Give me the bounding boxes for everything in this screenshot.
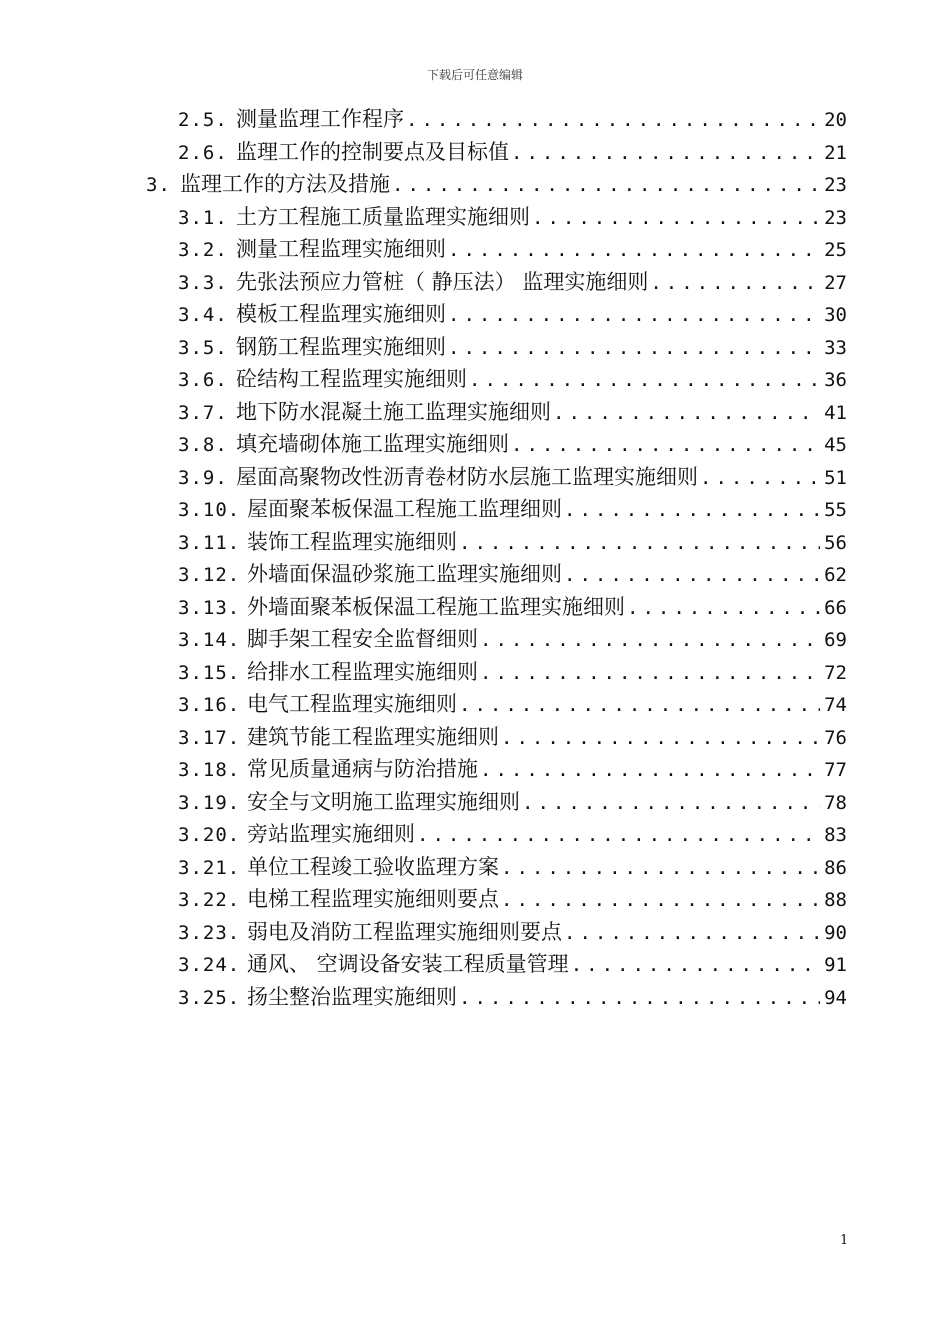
toc-entry-page: 51 bbox=[824, 466, 847, 489]
toc-entry-number: 3.12. bbox=[178, 564, 241, 586]
toc-entry[interactable] bbox=[178, 526, 847, 558]
toc-entry-title: 监理工作的控制要点及目标值 bbox=[236, 139, 509, 164]
toc-entry-number: 3.24. bbox=[178, 954, 241, 976]
toc-entry-title: 砼结构工程监理实施细则 bbox=[236, 367, 467, 391]
toc-entry-number: 3.10. bbox=[178, 499, 241, 521]
toc-dot-leader bbox=[417, 819, 820, 851]
toc-entry-number: 2.5. bbox=[178, 109, 228, 131]
toc-dot-leader bbox=[501, 722, 820, 754]
toc-entry[interactable] bbox=[178, 916, 847, 948]
toc-entry-page: 23 bbox=[824, 174, 847, 196]
toc-entry-number: 3.20. bbox=[178, 824, 241, 846]
toc-dot-leader bbox=[501, 852, 820, 884]
toc-entry-title: 建筑节能工程监理实施细则 bbox=[247, 724, 499, 749]
toc-entry[interactable] bbox=[178, 753, 847, 785]
toc-dot-leader bbox=[459, 689, 820, 721]
toc-entry-page: 66 bbox=[824, 596, 847, 619]
toc-dot-leader bbox=[406, 104, 820, 136]
toc-entry-page: 21 bbox=[824, 141, 847, 164]
toc-entry[interactable] bbox=[178, 981, 847, 1013]
toc-entry[interactable] bbox=[178, 103, 847, 135]
toc-entry-page: 90 bbox=[824, 921, 847, 944]
toc-entry-title: 模板工程监理实施细则 bbox=[236, 302, 446, 326]
toc-entry-page: 72 bbox=[824, 661, 847, 684]
toc-dot-leader bbox=[571, 949, 820, 981]
toc-dot-leader bbox=[392, 169, 820, 201]
toc-entry-page: 20 bbox=[824, 109, 847, 131]
toc-entry[interactable] bbox=[178, 266, 847, 298]
toc-entry-number: 3. bbox=[146, 174, 171, 196]
toc-entry-number: 3.21. bbox=[178, 856, 241, 879]
page-header: 下载后可任意编辑 bbox=[426, 68, 523, 82]
toc-dot-leader bbox=[511, 137, 820, 169]
toc-dot-leader bbox=[480, 624, 820, 656]
toc-entry[interactable] bbox=[178, 818, 847, 850]
toc-entry[interactable] bbox=[178, 591, 847, 623]
toc-entry-title: 通风、 空调设备安装工程质量管理 bbox=[247, 952, 569, 976]
toc-entry-page: 30 bbox=[824, 304, 847, 326]
toc-entry-title: 测量工程监理实施细则 bbox=[236, 237, 446, 261]
toc-entry[interactable] bbox=[178, 136, 847, 168]
toc-entry-title: 旁站监理实施细则 bbox=[247, 822, 415, 846]
toc-entry-title: 屋面聚苯板保温工程施工监理细则 bbox=[247, 497, 562, 521]
toc-entry[interactable] bbox=[178, 786, 847, 818]
toc-entry-number: 3.22. bbox=[178, 889, 241, 911]
toc-entry[interactable] bbox=[178, 558, 847, 590]
toc-entry-title: 给排水工程监理实施细则 bbox=[247, 659, 478, 684]
toc-entry-number: 3.13. bbox=[178, 596, 241, 619]
toc-entry-title: 外墙面保温砂浆施工监理实施细则 bbox=[247, 562, 562, 586]
toc-entry-page: 36 bbox=[824, 369, 847, 391]
toc-entry[interactable] bbox=[178, 363, 847, 395]
toc-entry-title: 电梯工程监理实施细则要点 bbox=[247, 887, 499, 911]
toc-entry-title: 土方工程施工质量监理实施细则 bbox=[236, 204, 530, 229]
toc-entry-number: 3.1. bbox=[178, 206, 228, 229]
toc-dot-leader bbox=[480, 754, 820, 786]
toc-entry-page: 23 bbox=[824, 206, 847, 229]
toc-entry-page: 27 bbox=[824, 271, 847, 294]
toc-entry[interactable] bbox=[178, 461, 847, 493]
toc-dot-leader bbox=[532, 202, 820, 234]
toc-entry-number: 3.25. bbox=[178, 986, 241, 1009]
toc-entry-title: 扬尘整治监理实施细则 bbox=[247, 984, 457, 1009]
toc-entry-number: 3.5. bbox=[178, 336, 228, 359]
toc-entry[interactable] bbox=[178, 721, 847, 753]
toc-entry-page: 76 bbox=[824, 726, 847, 749]
toc-entry-page: 77 bbox=[824, 759, 847, 781]
toc-dot-leader bbox=[459, 982, 820, 1014]
toc-entry-title: 安全与文明施工监理实施细则 bbox=[247, 789, 520, 814]
toc-entry-page: 45 bbox=[824, 434, 847, 456]
toc-entry-title: 监理工作的方法及措施 bbox=[180, 172, 390, 196]
toc-entry[interactable] bbox=[178, 688, 847, 720]
toc-entry[interactable] bbox=[146, 168, 847, 200]
toc-entry[interactable] bbox=[178, 331, 847, 363]
toc-entry-title: 常见质量通病与防治措施 bbox=[247, 757, 478, 781]
toc-entry-number: 3.8. bbox=[178, 434, 228, 456]
toc-dot-leader bbox=[700, 462, 820, 494]
toc-entry-page: 55 bbox=[824, 499, 847, 521]
toc-entry[interactable] bbox=[178, 883, 847, 915]
toc-entry-number: 3.16. bbox=[178, 694, 241, 716]
toc-dot-leader bbox=[448, 234, 820, 266]
toc-entry-page: 33 bbox=[824, 336, 847, 359]
toc-dot-leader bbox=[501, 884, 820, 916]
toc-entry-title: 单位工程竣工验收监理方案 bbox=[247, 854, 499, 879]
toc-dot-leader bbox=[469, 364, 820, 396]
toc-entry[interactable] bbox=[178, 623, 847, 655]
toc-dot-leader bbox=[511, 429, 820, 461]
toc-entry[interactable] bbox=[178, 851, 847, 883]
toc-entry[interactable] bbox=[178, 948, 847, 980]
toc-dot-leader bbox=[564, 559, 820, 591]
toc-entry-title: 测量监理工作程序 bbox=[236, 107, 404, 131]
toc-entry-number: 3.15. bbox=[178, 661, 241, 684]
toc-entry-number: 3.18. bbox=[178, 759, 241, 781]
page-number: 1 bbox=[840, 1233, 849, 1248]
toc-entry-number: 3.11. bbox=[178, 531, 241, 554]
toc-entry-title: 脚手架工程安全监督细则 bbox=[247, 627, 478, 651]
toc-entry-title: 电气工程监理实施细则 bbox=[247, 692, 457, 716]
toc-entry-number: 3.3. bbox=[178, 271, 228, 294]
toc-dot-leader bbox=[459, 527, 820, 559]
toc-entry-number: 3.6. bbox=[178, 369, 228, 391]
toc-dot-leader bbox=[627, 592, 820, 624]
toc-entry-page: 83 bbox=[824, 824, 847, 846]
toc-entry-number: 3.2. bbox=[178, 239, 228, 261]
toc-entry-page: 78 bbox=[824, 791, 847, 814]
toc-entry[interactable] bbox=[178, 396, 847, 428]
toc-entry-number: 3.9. bbox=[178, 466, 228, 489]
toc-entry-page: 91 bbox=[824, 954, 847, 976]
toc-dot-leader bbox=[522, 787, 820, 819]
toc-entry-page: 62 bbox=[824, 564, 847, 586]
toc-entry-page: 25 bbox=[824, 239, 847, 261]
toc-entry-page: 86 bbox=[824, 856, 847, 879]
toc-entry-number: 3.23. bbox=[178, 921, 241, 944]
toc-entry-title: 地下防水混凝土施工监理实施细则 bbox=[236, 399, 551, 424]
toc-entry-number: 3.17. bbox=[178, 726, 241, 749]
toc-dot-leader bbox=[564, 917, 820, 949]
toc-entry-number: 3.7. bbox=[178, 401, 228, 424]
toc-entry-title: 填充墙砌体施工监理实施细则 bbox=[236, 432, 509, 456]
toc-dot-leader bbox=[448, 299, 820, 331]
toc-entry-number: 3.14. bbox=[178, 629, 241, 651]
toc-entry-page: 94 bbox=[824, 986, 847, 1009]
toc-entry[interactable] bbox=[178, 656, 847, 688]
toc-dot-leader bbox=[448, 332, 820, 364]
toc-entry[interactable] bbox=[178, 493, 847, 525]
toc-dot-leader bbox=[480, 657, 820, 689]
toc-entry-title: 先张法预应力管桩（ 静压法） 监理实施细则 bbox=[236, 269, 649, 294]
toc-entry-title: 屋面高聚物改性沥青卷材防水层施工监理实施细则 bbox=[236, 464, 698, 489]
toc-entry-title: 钢筋工程监理实施细则 bbox=[236, 334, 446, 359]
toc-entry-page: 74 bbox=[824, 694, 847, 716]
toc-entry-number: 3.4. bbox=[178, 304, 228, 326]
toc-entry-page: 56 bbox=[824, 531, 847, 554]
toc-entry[interactable] bbox=[178, 428, 847, 460]
toc-entry-title: 外墙面聚苯板保温工程施工监理实施细则 bbox=[247, 594, 625, 619]
toc-entry-page: 88 bbox=[824, 889, 847, 911]
toc-entry-page: 41 bbox=[824, 401, 847, 424]
toc-dot-leader bbox=[553, 397, 820, 429]
toc-entry-title: 弱电及消防工程监理实施细则要点 bbox=[247, 919, 562, 944]
toc-dot-leader bbox=[564, 494, 820, 526]
toc-entry[interactable] bbox=[178, 201, 847, 233]
toc-dot-leader bbox=[650, 267, 820, 299]
toc-entry-number: 2.6. bbox=[178, 141, 228, 164]
toc-entry[interactable] bbox=[178, 233, 847, 265]
toc-entry[interactable] bbox=[178, 298, 847, 330]
toc-entry-title: 装饰工程监理实施细则 bbox=[247, 529, 457, 554]
toc-entry-number: 3.19. bbox=[178, 791, 241, 814]
toc-entry-page: 69 bbox=[824, 629, 847, 651]
